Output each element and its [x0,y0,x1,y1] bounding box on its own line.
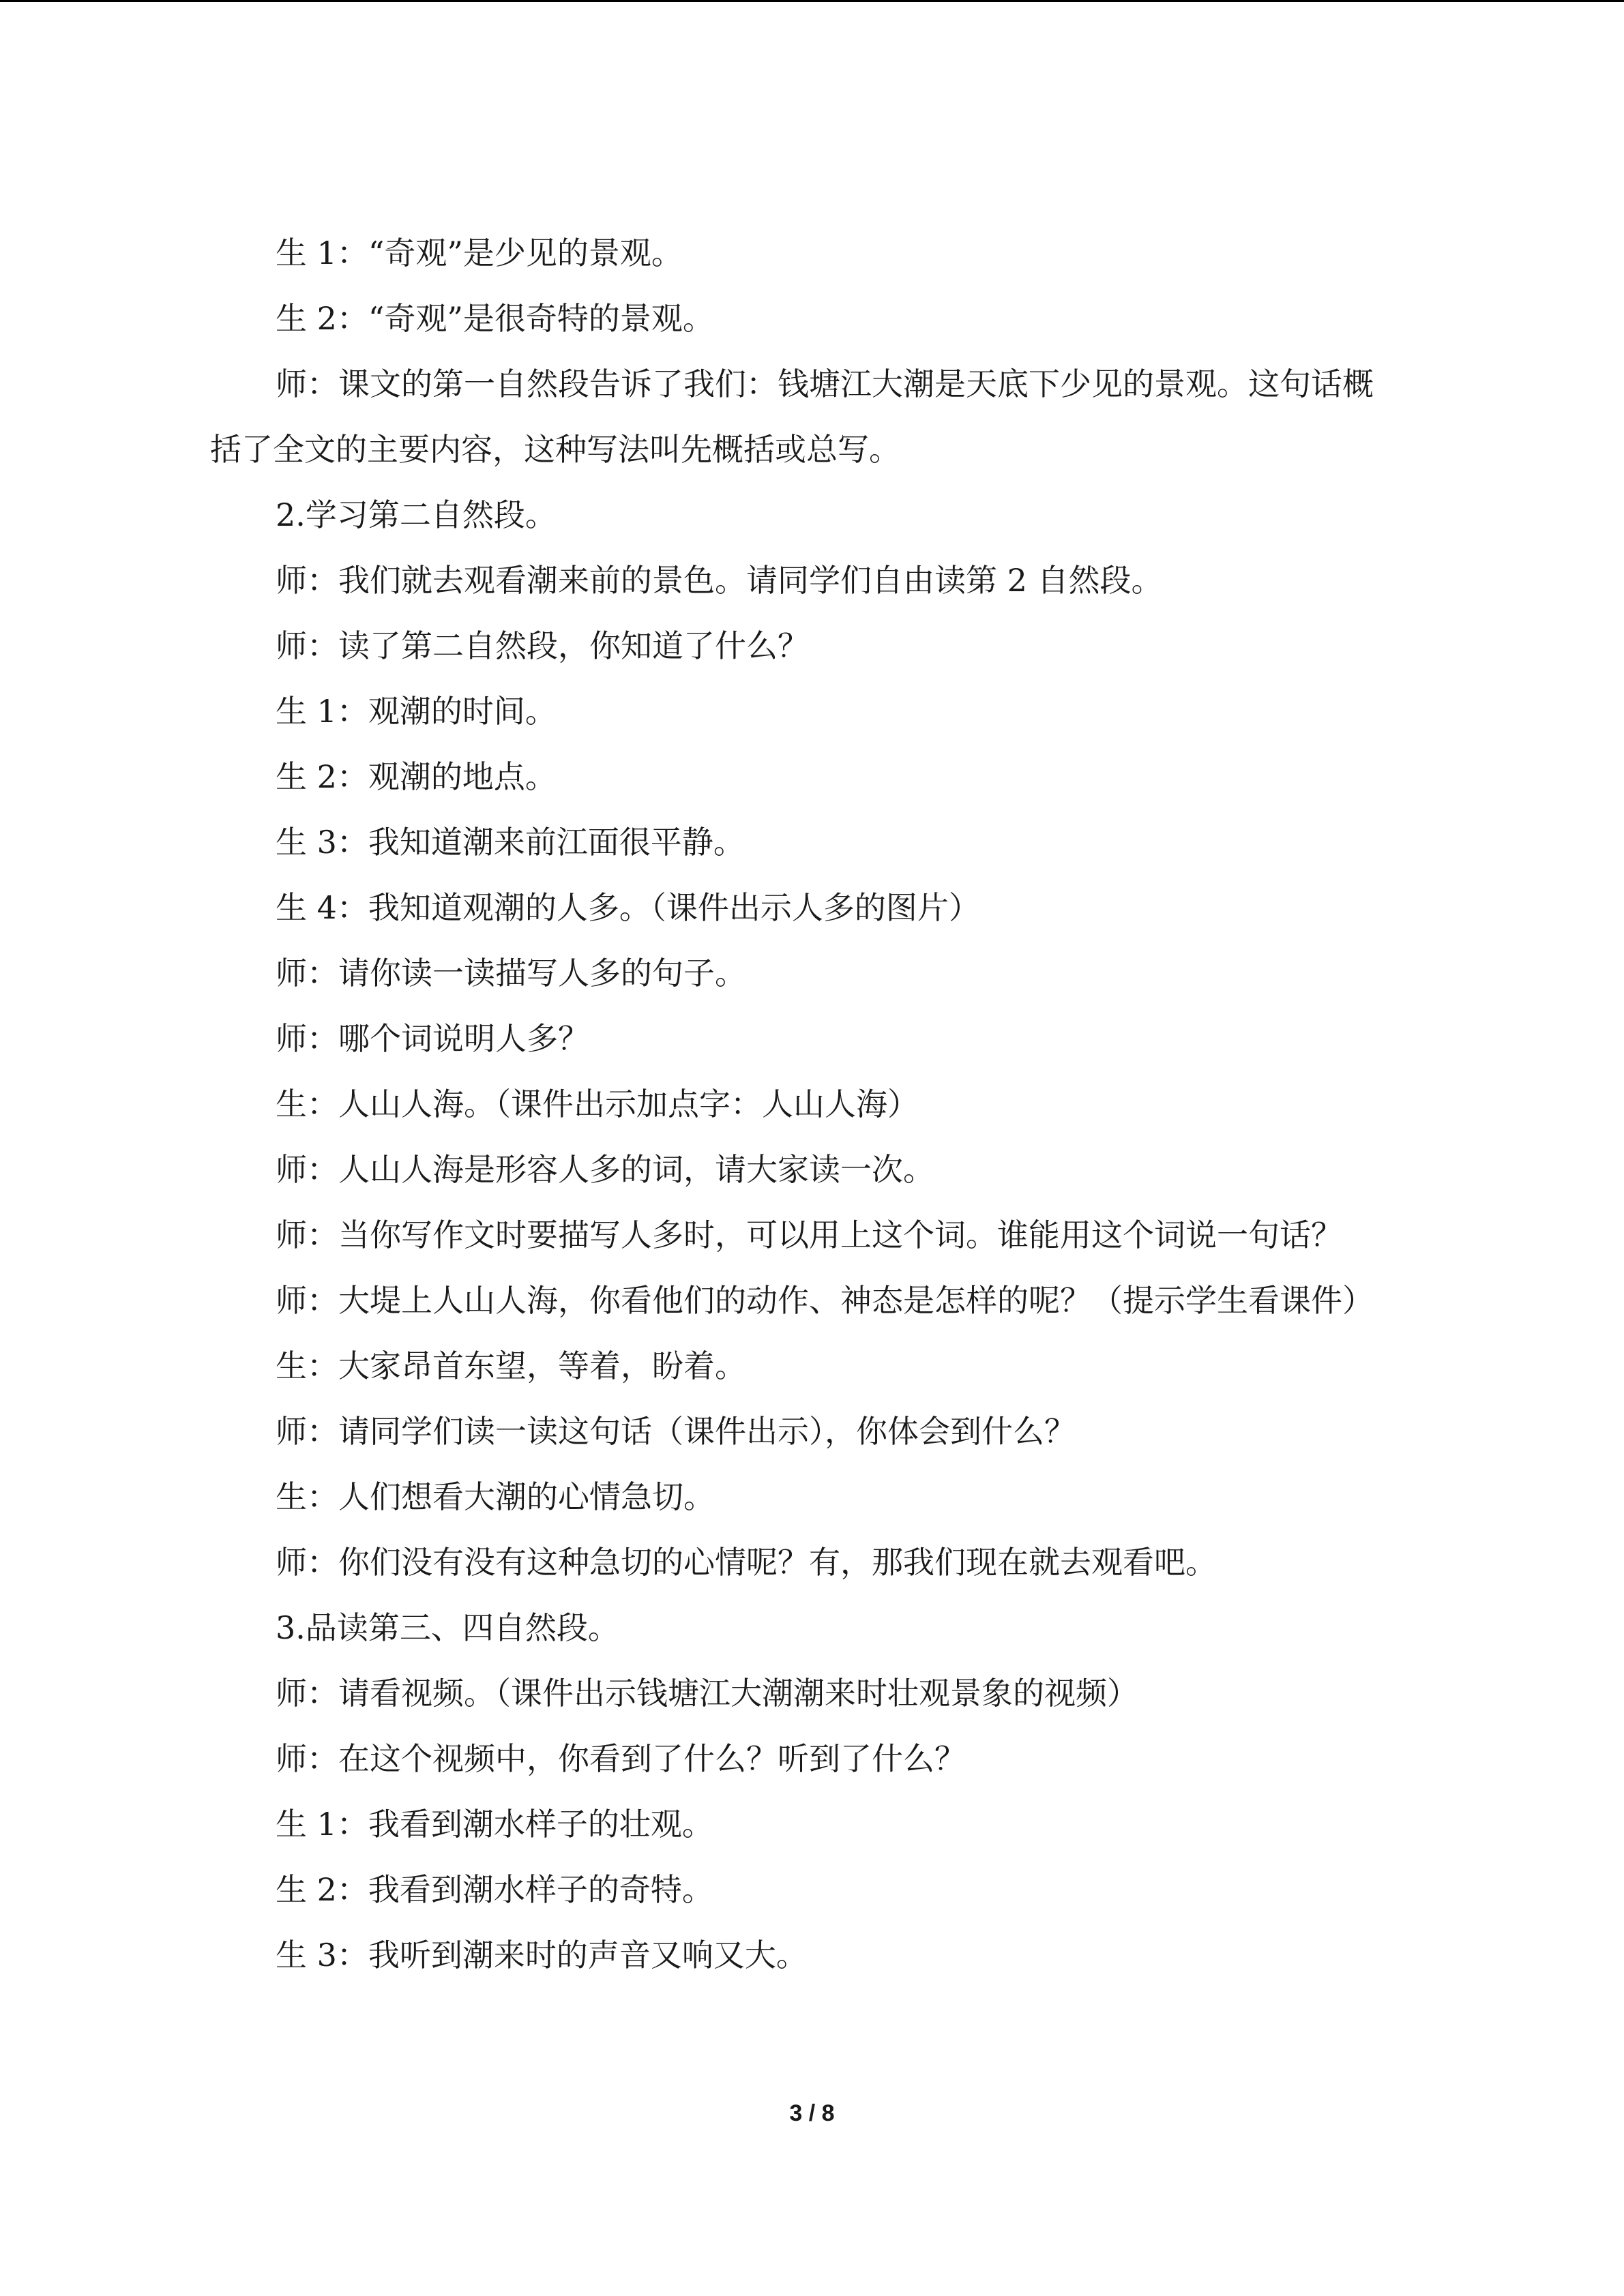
paragraph: 生：人们想看大潮的心情急切。 [276,1478,715,1515]
page-number: 3 / 8 [789,2100,835,2126]
paragraph: 师：大堤上人山人海，你看他们的动作、神态是怎样的呢？（提示学生看课件） [276,1282,1374,1319]
paragraph: 师：请看视频。（课件出示钱塘江大潮潮来时壮观景象的视频） [276,1675,1138,1712]
paragraph: 生 2：我看到潮水样子的奇特。 [276,1871,713,1908]
paragraph: 生 2：观潮的地点。 [276,758,557,795]
paragraph: 师：在这个视频中，你看到了什么？听到了什么？ [276,1740,966,1777]
top-border-line [0,0,1624,2]
paragraph: 师：请同学们读一读这句话（课件出示），你体会到什么？ [276,1413,1076,1450]
paragraph: 生 2：“奇观”是很奇特的景观。 [276,300,714,337]
paragraph: 师：哪个词说明人多？ [276,1020,589,1057]
paragraph: 生：人山人海。（课件出示加点字：人山人海） [276,1086,919,1122]
paragraph: 生 1：观潮的时间。 [276,693,557,730]
paragraph: 生 1：“奇观”是少见的景观。 [276,235,683,271]
paragraph: 生：大家昂首东望，等着，盼着。 [276,1347,746,1384]
paragraph: 师：你们没有没有这种急切的心情呢？有，那我们现在就去观看吧。 [276,1544,1217,1581]
paragraph: 生 3：我听到潮来时的声音又响又大。 [276,1937,808,1973]
paragraph: 师：课文的第一自然段告诉了我们：钱塘江大潮是天底下少见的景观。这句话概括了全文的主要内容，这种写法叫先概括或总写。 [210,366,1374,468]
paragraph: 师：请你读一读描写人多的句子。 [276,955,746,992]
paragraph: 师：人山人海是形容人多的词，请大家读一次。 [276,1151,934,1188]
paragraph: 师：读了第二自然段，你知道了什么？ [276,627,809,664]
paragraph: 生 1：我看到潮水样子的壮观。 [276,1806,713,1843]
section-heading: 3.品读第三、四自然段。 [276,1609,619,1646]
document-body [210,220,1395,1988]
paragraph: 生 3：我知道潮来前江面很平静。 [276,824,745,861]
paragraph: 生 4：我知道观潮的人多。（课件出示人多的图片） [276,889,980,926]
section-heading: 2.学习第二自然段。 [276,496,557,533]
paragraph: 师：我们就去观看潮来前的景色。请同学们自由读第 2 自然段。 [276,562,1163,599]
paragraph: 师：当你写作文时要描写人多时，可以用上这个词。谁能用这个词说一句话？ [276,1217,1342,1253]
